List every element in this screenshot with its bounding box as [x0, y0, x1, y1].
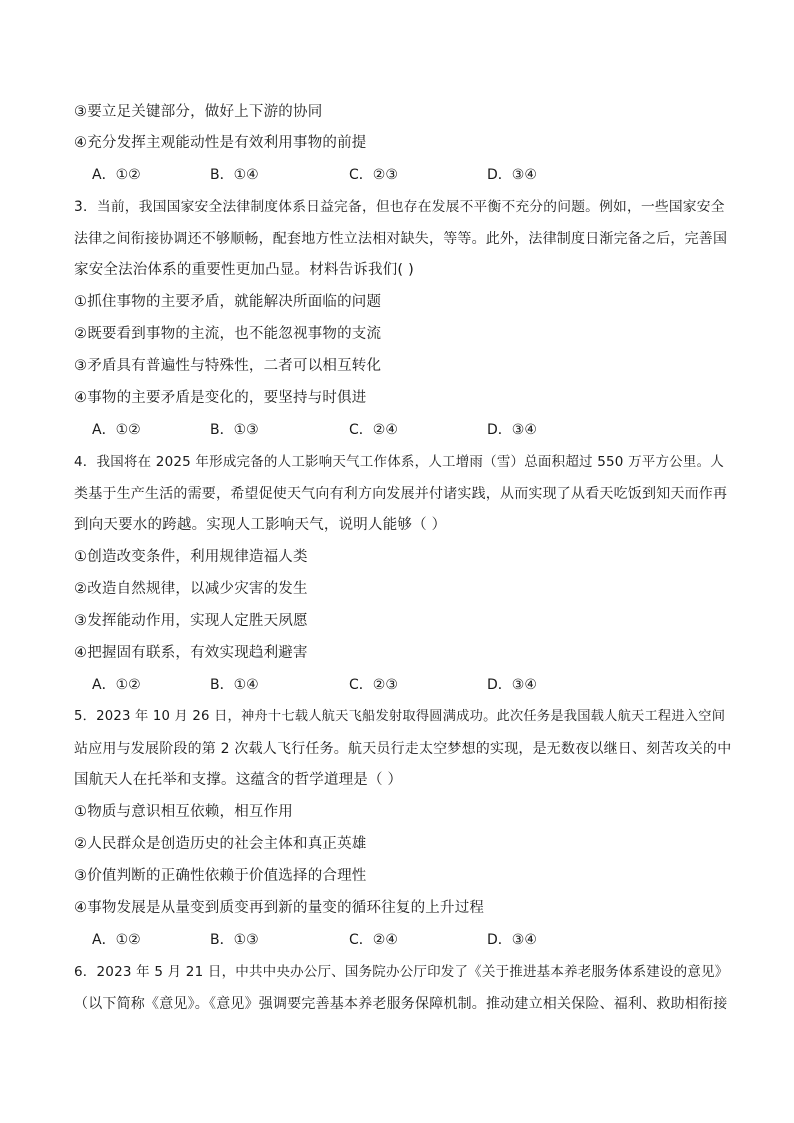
- q3-option-2: ②既要看到事物的主流，也不能忽视事物的支流: [74, 326, 382, 342]
- q4-option-4: ④把握固有联系，有效实现趋利避害: [74, 645, 308, 661]
- q5-option-3: ③价值判断的正确性依赖于价值选择的合理性: [74, 868, 367, 884]
- choice-d: D．③④: [487, 422, 537, 438]
- q4-option-2: ②改造自然规律，以减少灾害的发生: [74, 581, 308, 597]
- choice-b: B．①③: [210, 932, 259, 948]
- q5-option-2: ②人民群众是创造历史的社会主体和真正英雄: [74, 836, 367, 852]
- q4-stem-line-1: 4．我国将在 2025 年形成完备的人工影响天气工作体系，人工增雨（雪）总面积超过 550 万平方公里。人: [74, 454, 724, 470]
- q5-choices: [92, 930, 732, 950]
- q4-stem-line-3: 到向天要水的跨越。实现人工影响天气，说明人能够（ ）: [74, 517, 447, 533]
- choice-d: D．③④: [487, 677, 537, 693]
- q3-choices: [92, 420, 732, 440]
- q3-stem-line-1: 3．当前，我国国家安全法律制度体系日益完备，但也存在发展不平衡不充分的问题。例如，一些国家安全: [74, 199, 725, 215]
- q5-stem-line-3: 国航天人在托举和支撑。这蕴含的哲学道理是（ ）: [74, 772, 403, 788]
- q3-option-1: ①抓住事物的主要矛盾，就能解决所面临的问题: [74, 294, 382, 310]
- choice-a: A．①②: [92, 677, 141, 693]
- choice-c: C．②③: [349, 677, 398, 693]
- choice-c: C．②④: [349, 932, 398, 948]
- choice-c: C．②④: [349, 422, 398, 438]
- q5-option-4: ④事物发展是从量变到质变再到新的量变的循环往复的上升过程: [74, 900, 485, 916]
- choice-c: C．②③: [349, 167, 398, 183]
- q4-choices: [92, 675, 732, 695]
- q6-stem-line-2: （以下简称《意见》。《意见》强调要完善基本养老服务保障机制。推动建立相关保险、福利、救助相衔接: [74, 996, 728, 1012]
- q4-option-3: ③发挥能动作用，实现人定胜天夙愿: [74, 613, 308, 629]
- q6-stem-line-1: 6．2023 年 5 月 21 日，中共中央办公厅、国务院办公厅印发了《关于推进基本养老服务体系建设的意见》: [74, 964, 729, 980]
- q5-stem-line-2: 站应用与发展阶段的第 2 次载人飞行任务。航天员行走太空梦想的实现，是无数夜以继日、刻苦攻关的中: [74, 741, 732, 757]
- choice-a: A．①②: [92, 422, 141, 438]
- prev-option-3: ③要立足关键部分，做好上下游的协同: [74, 104, 323, 120]
- q5-option-1: ①物质与意识相互依赖，相互作用: [74, 804, 293, 820]
- choice-b: B．①④: [210, 677, 259, 693]
- q3-option-3: ③矛盾具有普遍性与特殊性，二者可以相互转化: [74, 358, 382, 374]
- q4-stem-line-2: 类基于生产生活的需要，希望促使天气向有利方向发展并付诸实践，从而实现了从看天吃饭到知天而作再: [74, 486, 728, 502]
- choice-d: D．③④: [487, 932, 537, 948]
- q5-stem-line-1: 5．2023 年 10 月 26 日，神舟十七载人航天飞船发射取得圆满成功。此次任务是我国载人航天工程进入空间: [74, 709, 726, 724]
- choice-a: A．①②: [92, 932, 141, 948]
- prev-option-4: ④充分发挥主观能动性是有效利用事物的前提: [74, 135, 367, 151]
- q3-stem-line-2: 法律之间衔接协调还不够顺畅，配套地方性立法相对缺失，等等。此外，法律制度日渐完备之后，完善国: [74, 231, 728, 247]
- choice-b: B．①④: [210, 167, 259, 183]
- choice-a: A．①②: [92, 167, 141, 183]
- choice-d: D．③④: [487, 167, 537, 183]
- q3-stem-line-3: 家安全法治体系的重要性更加凸显。材料告诉我们( ): [74, 262, 414, 278]
- q3-option-4: ④事物的主要矛盾是变化的，要坚持与时俱进: [74, 390, 367, 406]
- choice-b: B．①③: [210, 422, 259, 438]
- q4-option-1: ①创造改变条件，利用规律造福人类: [74, 549, 308, 565]
- prev-choices: [92, 165, 732, 185]
